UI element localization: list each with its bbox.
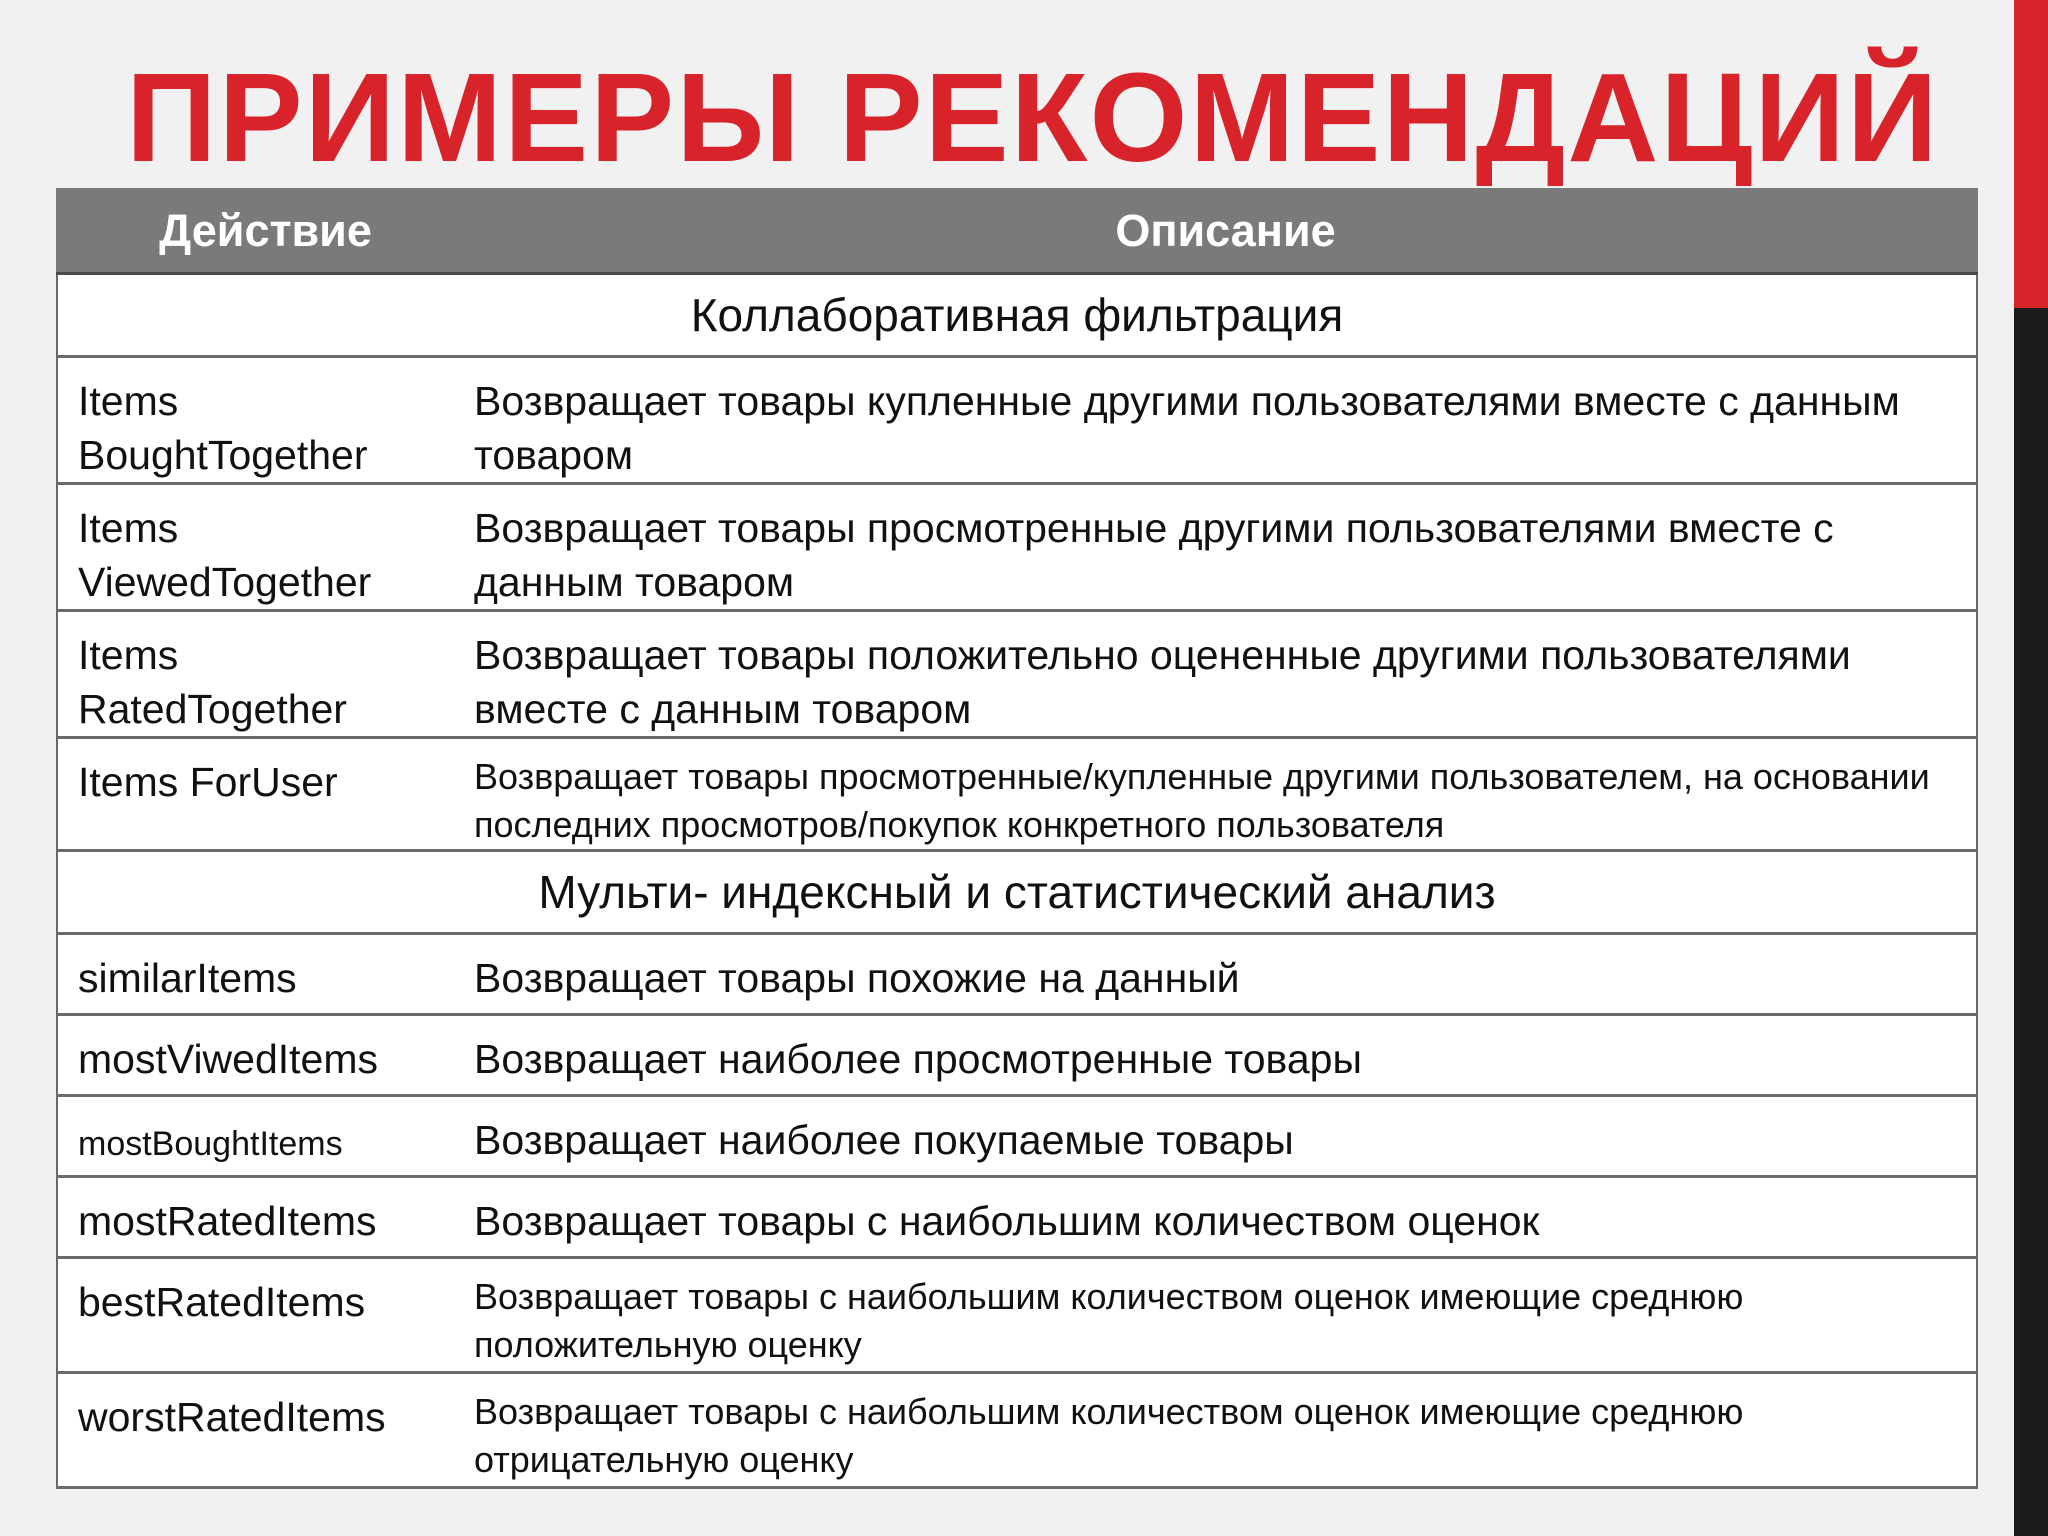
table-row <box>57 1015 1977 1096</box>
page-title: ПРИМЕРЫ РЕКОМЕНДАЦИЙ <box>126 47 1940 188</box>
action-cell: similarItems <box>57 934 474 1015</box>
table-row <box>57 1177 1977 1258</box>
section-title-statistical: Мульти- индексный и статистический анализ <box>57 851 1977 934</box>
table-row <box>57 357 1977 484</box>
description-cell: Возвращает товары с наибольшим количеством оценок <box>474 1177 1977 1258</box>
description-cell: Возвращает товары похожие на данный <box>474 934 1977 1015</box>
table-row <box>57 484 1977 611</box>
action-cell: Items RatedTogether <box>57 611 474 738</box>
action-cell: mostRatedItems <box>57 1177 474 1258</box>
table-header-row <box>57 189 1977 274</box>
section-row <box>57 274 1977 357</box>
table-row <box>57 1096 1977 1177</box>
action-cell: worstRatedItems <box>57 1373 474 1488</box>
description-cell: Возвращает наиболее просмотренные товары <box>474 1015 1977 1096</box>
table-row <box>57 1373 1977 1488</box>
header-description: Описание <box>474 189 1977 274</box>
action-cell: Items ViewedTogether <box>57 484 474 611</box>
description-cell: Возвращает товары купленные другими пользователями вместе с данным товаром <box>474 357 1977 484</box>
section-row <box>57 851 1977 934</box>
table-row <box>57 738 1977 851</box>
action-cell: Items ForUser <box>57 738 474 851</box>
description-cell: Возвращает товары с наибольшим количеством оценок имеющие среднюю положительную оценку <box>474 1258 1977 1373</box>
accent-bar-red <box>2014 0 2048 308</box>
action-cell: mostViwedItems <box>57 1015 474 1096</box>
description-cell: Возвращает товары просмотренные другими пользователями вместе с данным товаром <box>474 484 1977 611</box>
recommendations-table <box>56 188 1978 1489</box>
action-cell: bestRatedItems <box>57 1258 474 1373</box>
action-cell: Items BoughtTogether <box>57 357 474 484</box>
description-cell: Возвращает товары с наибольшим количеством оценок имеющие среднюю отрицательную оценку <box>474 1373 1977 1488</box>
description-cell: Возвращает наиболее покупаемые товары <box>474 1096 1977 1177</box>
section-title-collaborative: Коллаборативная фильтрация <box>57 274 1977 357</box>
description-cell: Возвращает товары просмотренные/купленные другими пользователем, на основании последних просмотров/покупок конкретного пользователя <box>474 738 1977 851</box>
table-row <box>57 934 1977 1015</box>
table-row <box>57 611 1977 738</box>
table-row <box>57 1258 1977 1373</box>
action-cell: mostBoughtItems <box>57 1096 474 1177</box>
description-cell: Возвращает товары положительно оцененные другими пользователями вместе с данным товаром <box>474 611 1977 738</box>
header-action: Действие <box>57 189 474 274</box>
accent-bar-dark <box>2014 308 2048 1536</box>
